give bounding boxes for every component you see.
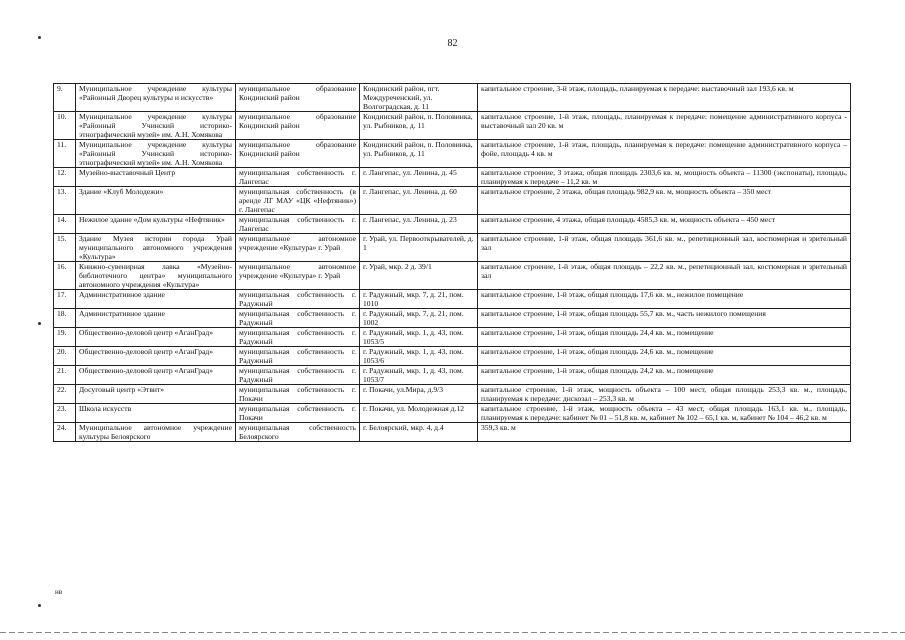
table-row (54, 215, 851, 234)
owner-cell: муниципальная собственность Белоярского (236, 423, 360, 442)
address-cell: г. Лангепас, ул. Ленина, д. 45 (360, 168, 478, 187)
object-name-cell: Муниципальное автономное учреждение культуры Белоярского (76, 423, 236, 442)
registry-table (53, 83, 851, 442)
address-cell: г. Радужный, мкр. 7, д. 21, пом. 1010 (360, 290, 478, 309)
row-number-cell: 21. (54, 366, 76, 385)
table-row (54, 187, 851, 215)
table-row (54, 168, 851, 187)
margin-mark (38, 604, 41, 607)
row-number-cell: 23. (54, 404, 76, 423)
owner-cell: муниципальная собственность г. Радужный (236, 290, 360, 309)
row-number-cell: 24. (54, 423, 76, 442)
address-cell: г. Радужный, мкр. 1, д. 43, пом. 1053/5 (360, 328, 478, 347)
address-cell: г. Лангепас, ул. Ленина, д. 23 (360, 215, 478, 234)
row-number-cell: 10. (54, 112, 76, 140)
object-name-cell: Общественно-деловой центр «АганГрад» (76, 328, 236, 347)
table-row (54, 309, 851, 328)
owner-cell: муниципальная собственность г. Покачи (236, 404, 360, 423)
description-cell: капитальное строение, 3-й этаж, площадь, планируемая к передаче: выставочный зал 193,6 кв. м (478, 84, 851, 112)
object-name-cell: Здание Музея истории города Урай муниципального автономного учреждения «Культура» (76, 234, 236, 262)
margin-mark (38, 322, 41, 325)
address-cell: г. Радужный, мкр. 1, д. 43, пом. 1053/7 (360, 366, 478, 385)
footer-code: нв (55, 588, 63, 596)
address-cell: Кондинский район, п. Половинка, ул. Рыбников, д. 11 (360, 140, 478, 168)
table-row (54, 290, 851, 309)
table-row (54, 366, 851, 385)
table-row (54, 262, 851, 290)
address-cell: Кондинский район, пгт. Междуреченский, ул. Волгоградская, д. 11 (360, 84, 478, 112)
row-number-cell: 13. (54, 187, 76, 215)
description-cell: капитальное строение, 1-й этаж, площадь, планируемая к передаче: помещение административного корпуса – фойе, площадь 4 кв. м (478, 140, 851, 168)
row-number-cell: 17. (54, 290, 76, 309)
owner-cell: муниципальная собственность г. Лангепас (236, 168, 360, 187)
owner-cell: муниципальная собственность г. Радужный (236, 309, 360, 328)
owner-cell: муниципальная собственность г. Покачи (236, 385, 360, 404)
object-name-cell: Досуговый центр «Этвит» (76, 385, 236, 404)
owner-cell: муниципальное образование Кондинский район (236, 112, 360, 140)
table-row (54, 423, 851, 442)
table-row (54, 385, 851, 404)
row-number-cell: 18. (54, 309, 76, 328)
margin-mark (38, 36, 41, 39)
owner-cell: муниципальное автономное учреждение «Культура» г. Урай (236, 234, 360, 262)
object-name-cell: Нежилое здание «Дом культуры «Нефтяник» (76, 215, 236, 234)
scan-edge-line (0, 632, 905, 633)
address-cell: г. Урай, ул. Первооткрывателей, д. 1 (360, 234, 478, 262)
object-name-cell: Общественно-деловой центр «АганГрад» (76, 347, 236, 366)
table-row (54, 140, 851, 168)
owner-cell: муниципальная собственность г. Радужный (236, 347, 360, 366)
owner-cell: муниципальная собственность г. Радужный (236, 366, 360, 385)
object-name-cell: Здание «Клуб Молодежи» (76, 187, 236, 215)
object-name-cell: Административное здание (76, 290, 236, 309)
address-cell: г. Радужный, мкр. 1, д. 43, пом. 1053/6 (360, 347, 478, 366)
row-number-cell: 12. (54, 168, 76, 187)
description-cell: капитальное строение, 1-й этаж, общая площадь 55,7 кв. м., часть нежилого помещения (478, 309, 851, 328)
object-name-cell: Административное здание (76, 309, 236, 328)
row-number-cell: 15. (54, 234, 76, 262)
description-cell: капитальное строение, 3 этажа, общая площадь 2303,6 кв. м, мощность объекта – 11300 (экспонаты), площадь, планируемая к передаче – 11,2 кв. м (478, 168, 851, 187)
description-cell: капитальное строение, 1-й этаж, мощность объекта – 100 мест, общая площадь 253,3 кв. м., площадь, планируемая к передаче: днскозал – 253,3 кв. м (478, 385, 851, 404)
description-cell: капитальное строение, 1-й этаж, общая площадь 24,4 кв. м., помещение (478, 328, 851, 347)
object-name-cell: Муниципальное учреждение культуры «Районный Учинский историко-этнографический музей» им. А.Н. Хомякова (76, 140, 236, 168)
owner-cell: муниципальное образование Кондинский район (236, 140, 360, 168)
object-name-cell: Школа искусств (76, 404, 236, 423)
description-cell: капитальное строение, 1-й этаж, общая площадь – 22,2 кв. м., репетиционный зал, костюмерная и зрительный зал (478, 262, 851, 290)
owner-cell: муниципальная собственность (в аренде ЛГ МАУ «ЦК «Нефтяник») г. Лангепас (236, 187, 360, 215)
owner-cell: муниципальная собственность г. Радужный (236, 328, 360, 347)
description-cell: капитальное строение, 1-й этаж, площадь, планируемая к передаче: помещение административного корпуса - выставочный зал 20 кв. м (478, 112, 851, 140)
table-row (54, 347, 851, 366)
address-cell: г. Урай, мкр. 2 д. 39/1 (360, 262, 478, 290)
description-cell: капитальное строение, 2 этажа, общая площадь 982,9 кв. м, мощность объекта – 350 мест (478, 187, 851, 215)
address-cell: г. Белоярский, мкр. 4, д.4 (360, 423, 478, 442)
object-name-cell: Муниципальное учреждение культуры «Районный Дворец культуры и искусств» (76, 84, 236, 112)
description-cell: капитальное строение, 1-й этаж, общая площадь 361,6 кв. м., репетиционный зал, костюмерная и зрительный зал (478, 234, 851, 262)
description-cell: капитальное строение, 1-й этаж, общая площадь 17,6 кв. м., нежилое помещение (478, 290, 851, 309)
row-number-cell: 19. (54, 328, 76, 347)
address-cell: г. Покачи, ул. Молодежная д.12 (360, 404, 478, 423)
row-number-cell: 16. (54, 262, 76, 290)
object-name-cell: Музейно-выставочный Центр (76, 168, 236, 187)
object-name-cell: Книжно-сувенирная лавка «Музейно-библиотечного центра» муниципального автономного учреждения «Культура» (76, 262, 236, 290)
registry-table-body (54, 84, 851, 442)
description-cell: капитальное строение, 1-й этаж, общая площадь 24,6 кв. м., помещение (478, 347, 851, 366)
description-cell: капитальное строение, 1-й этаж, мощность объекта – 43 мест, общая площадь 163,1 кв. м., площадь, планируемая к передаче: кабинет № 01 – 51,8 кв. м, кабинет № 102 – 65,1 кв. м, кабинет № 104 – 46,2 кв. м (478, 404, 851, 423)
table-row (54, 404, 851, 423)
row-number-cell: 11. (54, 140, 76, 168)
description-cell: 359,3 кв. м (478, 423, 851, 442)
description-cell: капитальное строение, 1-й этаж, общая площадь 24,2 кв. м., помещение (478, 366, 851, 385)
table-row (54, 328, 851, 347)
address-cell: г. Покачи, ул.Мира, д.9/3 (360, 385, 478, 404)
table-row (54, 84, 851, 112)
owner-cell: муниципальное автономное учреждение «Культура» г. Урай (236, 262, 360, 290)
object-name-cell: Общественно-деловой центр «АганГрад» (76, 366, 236, 385)
description-cell: капитальное строение, 4 этажа, общая площадь 4585,3 кв. м, мощность объекта – 450 мест (478, 215, 851, 234)
page-number: 82 (447, 38, 458, 49)
row-number-cell: 9. (54, 84, 76, 112)
address-cell: Кондинский район, п. Половинка, ул. Рыбников, д. 11 (360, 112, 478, 140)
row-number-cell: 14. (54, 215, 76, 234)
address-cell: г. Лангепас, ул. Ленина, д. 60 (360, 187, 478, 215)
table-row (54, 234, 851, 262)
owner-cell: муниципальное образование Кондинский район (236, 84, 360, 112)
owner-cell: муниципальная собственность г. Лангепас (236, 215, 360, 234)
address-cell: г. Радужный, мкр. 7, д. 21, пом. 1002 (360, 309, 478, 328)
object-name-cell: Муниципальное учреждение культуры «Районный Учинский историко-этнографический музей» им. А.Н. Хомякова (76, 112, 236, 140)
table-row (54, 112, 851, 140)
row-number-cell: 20. (54, 347, 76, 366)
row-number-cell: 22. (54, 385, 76, 404)
